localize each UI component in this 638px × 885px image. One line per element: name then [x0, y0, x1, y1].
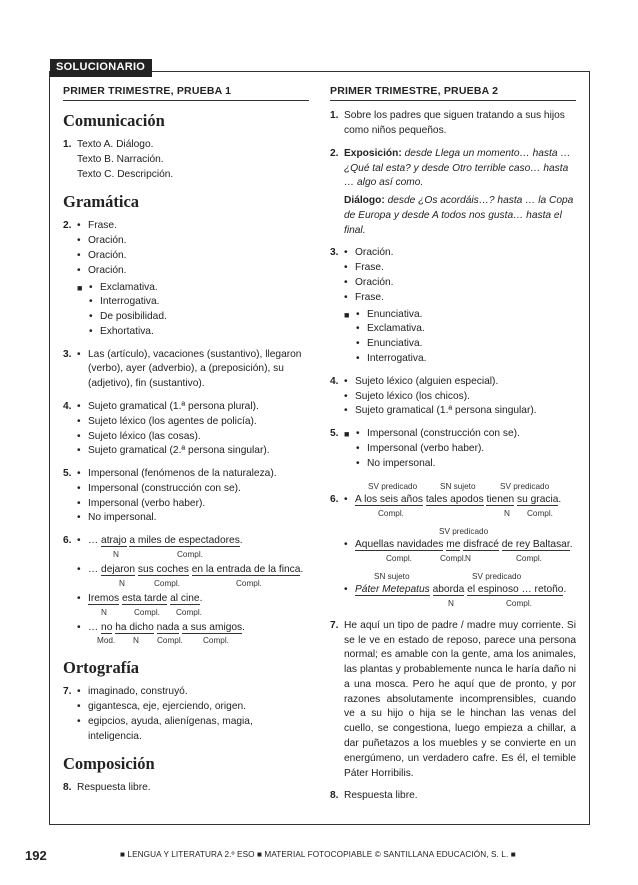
bullet-item: Sujeto gramatical (1.ª persona plural). [88, 401, 259, 412]
analysis-labels: Mod. N Compl. Compl. [97, 636, 229, 646]
left-column [63, 84, 309, 804]
analysis-sentence: • Iremos esta tarde al cine. [77, 592, 203, 604]
square-bullet-icon: ■ [77, 282, 83, 293]
question-1 [330, 109, 576, 139]
bullet-item: De posibilidad. [100, 311, 167, 323]
answer-line: Respuesta libre. [77, 782, 151, 794]
heading-comunicacion: Comunicación [63, 111, 165, 131]
question-2: 2. • Frase. • Oración. • Oración. • Oración. ■ • Exclamativa. • Interrogativa. • De posibilidad. • Exhortativa. [63, 219, 309, 339]
analysis-sentence: • A los seis años tales apodos tienen su gracia. [344, 494, 562, 506]
bullet-item: Sujeto léxico (los chicos). [355, 390, 470, 402]
question-3: 3. • Las (artículo), vacaciones (sustantivo), llegaron (verbo), ayer (adverbio), a (preposición), su (adjetivo), fin (sustantivo). [63, 348, 309, 392]
right-column-header: PRIMER TRIMESTRE, PRUEBA 2 [330, 84, 576, 101]
heading-gramatica: Gramática [63, 192, 140, 212]
bullet-item: Interrogativa. [100, 296, 160, 308]
bullet-item: Enunciativa. [367, 338, 423, 350]
answer-line: Sobre los padres que siguen tratando a sus hijos como niños pequeños. [344, 110, 565, 136]
question-7 [330, 619, 576, 782]
analysis-sentence: • Páter Metepatus aborda el espinoso … retoño. [344, 583, 567, 595]
bullet-item: Oración. [355, 277, 394, 289]
question-2 [330, 147, 576, 239]
answer-paragraph: He aquí un tipo de padre / madre muy corriente. Si se le ve en estado de reposo, parece una persona normal; es amable con la gente, ama los animales, las plantas y probablemente nunca le haría daño ni a una mosca. Pero he aquí que de pronto, y por razones absolutamente incomprensibles, cuando ve a su hijo o hija se le hinchan las venas del cuello, se congestiona, luego empieza a chillar, a dar puñetazos a los muebles y se convierte en un energúmeno, un verdadero cafre. Es él, el temible Páter Horribilis. [344, 619, 576, 779]
section-tab: SOLUCIONARIO [50, 59, 152, 77]
square-bullet-icon: ■ [344, 429, 350, 440]
question-6 [63, 534, 309, 648]
question-number: 5. [330, 428, 339, 440]
bullet-item: Oración. [88, 249, 127, 261]
bullet-item: Oración. [355, 247, 394, 259]
bullet-item: No impersonal. [88, 512, 157, 524]
bullet-item: Impersonal (verbo haber). [88, 497, 206, 509]
analysis-sentence: • Aquellas navidades me disfracé de rey Baltasar. [344, 539, 573, 551]
bullet-item: Exclamativa. [100, 281, 158, 293]
question-3: 3. • Oración. • Frase. • Oración. • Frase. ■ • Enunciativa. • Exclamativa. • Enunciativa. • Interrogativa. [330, 246, 576, 366]
bullet-item: Impersonal (construcción con se). [367, 428, 520, 440]
question-5: 5. ■ • Impersonal (construcción con se). • Impersonal (verbo haber). • No impersonal. [330, 427, 576, 471]
answer-line: Texto A. Diálogo. [77, 139, 154, 151]
bullet-item: Sujeto léxico (las cosas). [88, 430, 201, 442]
footer-text: ■ LENGUA Y LITERATURA 2.º ESO ■ MATERIAL FOTOCOPIABLE © SANTILLANA EDUCACIÓN, S. L. ■ [120, 850, 516, 859]
question-number: 3. [330, 247, 339, 259]
bullet-item: egipcios, ayuda, alienígenas, magia, inteligencia. [88, 715, 253, 742]
bullet-item: Exclamativa. [367, 323, 425, 335]
bullet-item: Sujeto léxico (alguien especial). [355, 375, 499, 387]
bullet-item: Sujeto gramatical (2.ª persona singular). [88, 445, 270, 457]
analysis-labels: N Compl. Compl. [119, 578, 262, 588]
question-1 [63, 138, 309, 182]
question-number: 1. [63, 139, 72, 151]
analysis-labels: N Compl. Compl. [101, 607, 202, 617]
heading-ortografia: Ortografía [63, 658, 140, 678]
question-number: 8. [63, 782, 72, 794]
bullet-item: No impersonal. [367, 457, 436, 469]
analysis-labels: N Compl. [113, 550, 203, 560]
question-number: 6. [63, 535, 72, 547]
right-column [330, 84, 576, 812]
bullet-item: imaginado, construyó. [88, 686, 188, 698]
analysis-top-labels: SN sujeto SV predicado [374, 571, 522, 581]
bullet-item: Sujeto gramatical (1.ª persona singular). [355, 405, 537, 417]
bullet-item: Las (artículo), vacaciones (sustantivo), llegaron (verbo), ayer (adverbio), a (preposición), su (adjetivo), fin (sustantivo). [88, 348, 302, 390]
analysis-sentence: • … no ha dicho nada a sus amigos. [77, 621, 245, 633]
analysis-labels: N Compl. [448, 598, 532, 608]
analysis-top-labels: SV predicado [439, 527, 489, 537]
question-6 [330, 481, 576, 610]
bullet-item: Interrogativa. [367, 352, 427, 364]
question-4: 4. • Sujeto gramatical (1.ª persona plural). • Sujeto léxico (los agentes de policía). • Sujeto léxico (las cosas). • Sujeto gramatical (2.ª persona singular). [63, 400, 309, 459]
bullet-item: Frase. [355, 291, 384, 303]
analysis-sentence: • … dejaron sus coches en la entrada de la finca. [77, 564, 304, 576]
heading-composicion: Composición [63, 754, 155, 774]
square-bullet-icon: ■ [344, 309, 350, 320]
analysis-sentence: • … atrajo a miles de espectadores. [77, 535, 243, 547]
question-number: 3. [63, 348, 72, 360]
left-column-header: PRIMER TRIMESTRE, PRUEBA 1 [63, 84, 309, 101]
question-4: 4. • Sujeto léxico (alguien especial). • Sujeto léxico (los chicos). • Sujeto gramatical (1.ª persona singular). [330, 375, 576, 419]
page-number: 192 [25, 848, 47, 863]
bullet-item: Frase. [355, 262, 384, 274]
analysis-top-labels: SV predicado SN sujeto SV predicado [368, 482, 550, 492]
question-number: 1. [330, 110, 339, 122]
answer-paragraph: Diálogo: desde ¿Os acordáis…? hasta … la Copa de Europa y desde A todos nos gusta… hasta el final. [344, 195, 574, 236]
question-8 [63, 781, 309, 796]
answer-line: Texto C. Descripción. [77, 168, 174, 180]
bullet-item: Oración. [88, 235, 127, 247]
page-footer [0, 847, 638, 863]
bullet-item: Sujeto léxico (los agentes de policía). [88, 415, 257, 427]
analysis-labels: Compl. N Compl. [378, 509, 553, 519]
question-number: 7. [63, 686, 72, 698]
analysis-labels: Compl. Compl. N Compl. [386, 553, 542, 563]
question-number: 2. [63, 220, 72, 232]
question-number: 5. [63, 468, 72, 480]
question-5: 5. • Impersonal (fenómenos de la naturaleza). • Impersonal (construcción con se). • Impersonal (verbo haber). • No impersonal. [63, 467, 309, 526]
question-number: 4. [330, 375, 339, 387]
answer-paragraph: Exposición: desde Llega un momento… hasta … ¿Qué tal esta? y desde Otro terrible caso… hasta … algo así como. [344, 147, 571, 189]
question-number: 7. [330, 619, 339, 631]
question-number: 2. [330, 147, 339, 159]
answer-line: Respuesta libre. [344, 790, 418, 802]
question-number: 4. [63, 401, 72, 412]
bullet-item: Frase. [88, 220, 117, 232]
bullet-item: Oración. [88, 264, 127, 276]
bullet-item: Enunciativa. [367, 308, 423, 320]
bullet-item: Impersonal (construcción con se). [88, 482, 241, 494]
question-8 [330, 789, 576, 804]
question-7: 7. • imaginado, construyó. • gigantesca, eje, ejerciendo, origen. • egipcios, ayuda, alienígenas, magia, inteligencia. [63, 685, 309, 744]
bullet-item: Impersonal (fenómenos de la naturaleza). [88, 468, 277, 480]
bullet-item: Exhortativa. [100, 325, 154, 337]
question-number: 6. [330, 494, 339, 506]
answer-line: Texto B. Narración. [77, 153, 164, 165]
question-number: 8. [330, 790, 339, 802]
bullet-item: gigantesca, eje, ejerciendo, origen. [88, 701, 247, 713]
bullet-item: Impersonal (verbo haber). [367, 442, 485, 454]
